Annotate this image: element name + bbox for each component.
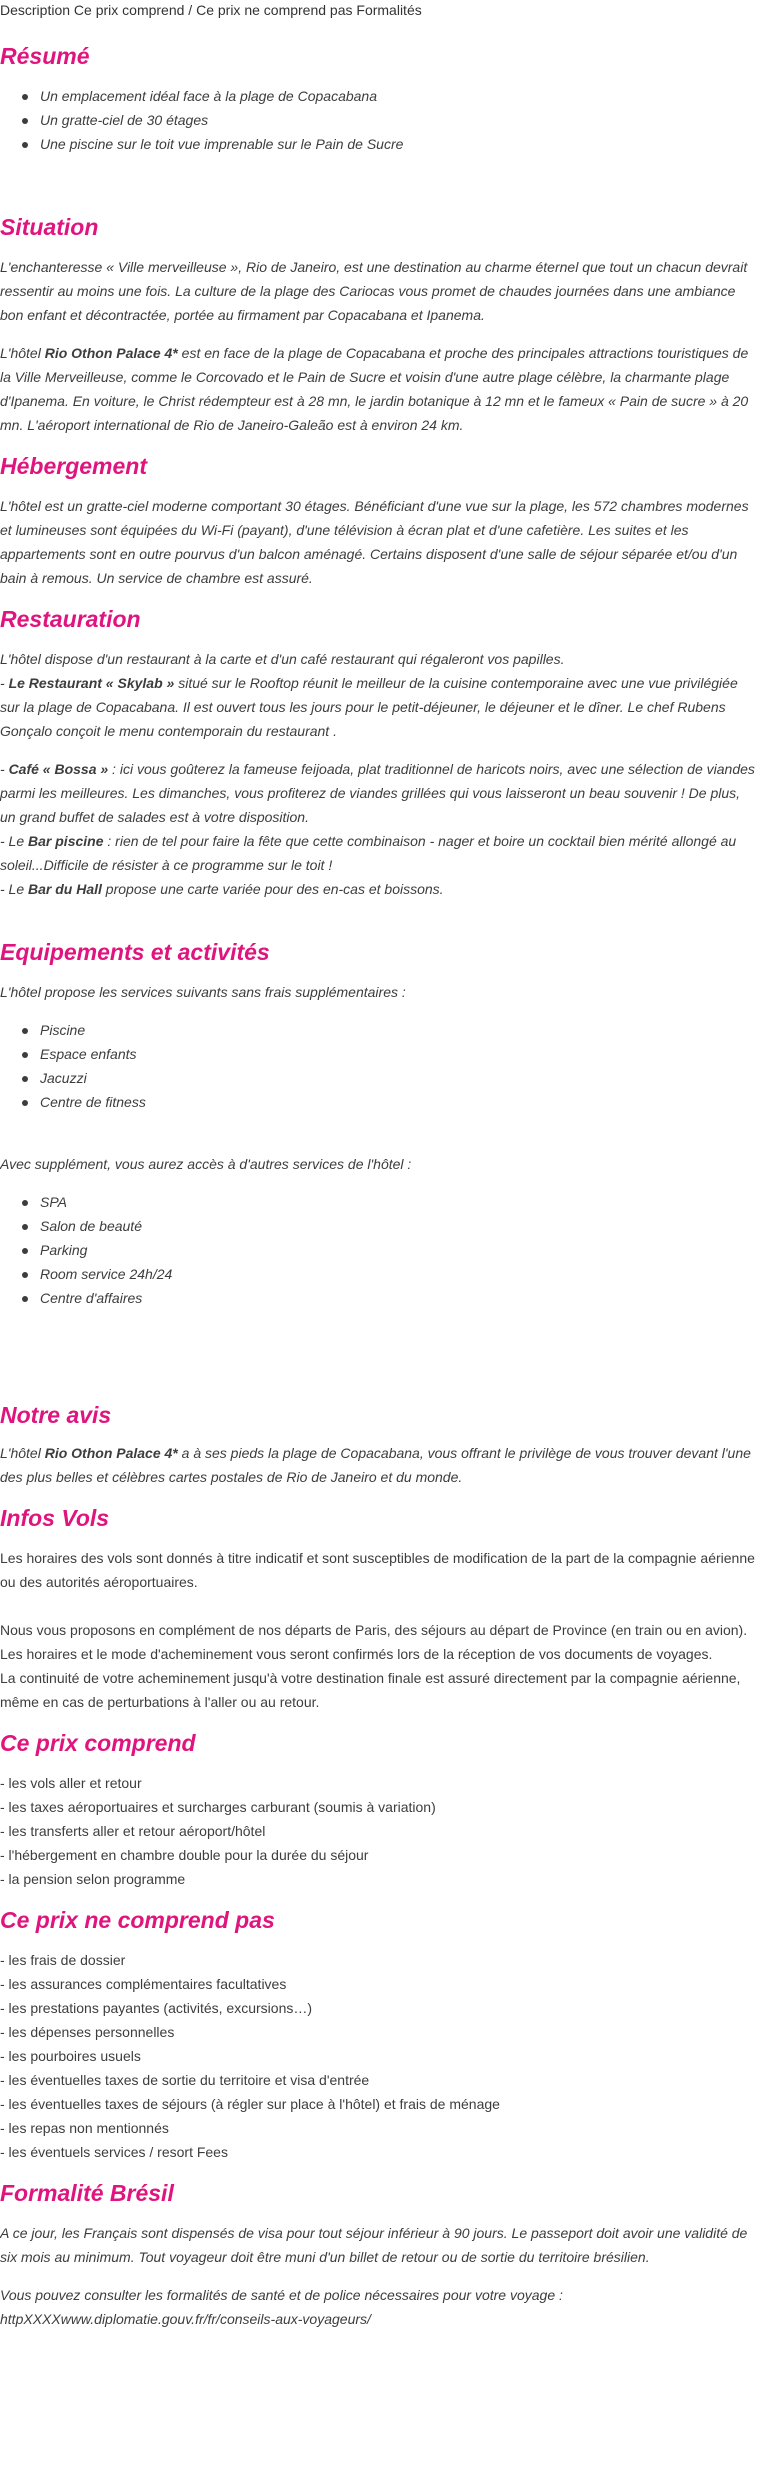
list-item: Un gratte-ciel de 30 étages xyxy=(40,108,758,132)
section-situation xyxy=(0,212,758,437)
restauration-intro: L'hôtel dispose d'un restaurant à la carte et d'un café restaurant qui régaleront vos papilles. xyxy=(0,651,565,667)
heading-ce-prix-ne-comprend-pas: Ce prix ne comprend pas xyxy=(0,1907,275,1933)
list-item: - les dépenses personnelles xyxy=(0,2024,175,2040)
list-item: - les vols aller et retour xyxy=(0,1775,142,1791)
tab-ce-prix-comprend[interactable]: Ce prix comprend / Ce prix ne comprend pas xyxy=(73,2,353,18)
heading-formalite-bresil: Formalité Brésil xyxy=(0,2180,174,2206)
paid-services-list xyxy=(0,1190,758,1310)
vols-paragraph-3: Les horaires et le mode d'acheminement vous seront confirmés lors de la réception de vos documents de voyages. xyxy=(0,1646,713,1662)
list-item: - l'hébergement en chambre double pour la durée du séjour xyxy=(0,1847,369,1863)
vols-paragraph-2: Nous vous proposons en complément de nos départs de Paris, des séjours au départ de Province (en train ou en avion). xyxy=(0,1622,748,1638)
list-item: - les transferts aller et retour aéroport/hôtel xyxy=(0,1823,266,1839)
list-item: Room service 24h/24 xyxy=(40,1262,758,1286)
vols-paragraph-1: Les horaires des vols sont donnés à titre indicatif et sont susceptibles de modification de la part de la compagnie aérienne ou des autorités aéroportuaires. xyxy=(0,1550,755,1590)
section-infos-vols xyxy=(0,1503,758,1714)
tab-formalites[interactable]: Formalités xyxy=(356,2,422,18)
list-item: - les éventuelles taxes de sortie du territoire et visa d'entrée xyxy=(0,2072,370,2088)
list-item: - la pension selon programme xyxy=(0,1871,186,1887)
list-item: Espace enfants xyxy=(40,1042,758,1066)
section-formalite-bresil xyxy=(0,2178,758,2331)
restaurant-skylab: - Le Restaurant « Skylab » situé sur le Rooftop réunit le meilleur de la cuisine contemporaine avec une vue privilégiée sur la plage de Copacabana. Il est ouvert tous les jours pour le petit-déjeuner, le déjeuner et le dîner. Le chef Rubens Gonçalo conçoit le menu contemporain du restaurant . xyxy=(0,675,738,739)
situation-paragraph: L'enchanteresse « Ville merveilleuse », Rio de Janeiro, est une destination au charme éternel que tout un chacun devrait ressentir au moins une fois. La culture de la plage des Cariocas vous promet de chaudes journées dans une ambiance bon enfant et décontractée, portée au firmament par Copacabana et Ipanema. xyxy=(0,259,748,323)
list-item: Centre de fitness xyxy=(40,1090,758,1114)
hotel-name: Rio Othon Palace 4* xyxy=(44,1445,178,1461)
list-item: - les éventuels services / resort Fees xyxy=(0,2144,228,2160)
list-item: Salon de beauté xyxy=(40,1214,758,1238)
heading-restauration: Restauration xyxy=(0,606,141,632)
bar-piscine: - Le Bar piscine : rien de tel pour faire la fête que cette combinaison - nager et boire un cocktail bien mérité allongé au soleil...Difficile de résister à ce programme sur le toit ! xyxy=(0,833,737,873)
tab-description[interactable]: Description xyxy=(0,2,71,18)
heading-infos-vols: Infos Vols xyxy=(0,1505,110,1531)
section-ce-prix-comprend xyxy=(0,1728,758,1891)
heading-ce-prix-comprend: Ce prix comprend xyxy=(0,1730,196,1756)
list-item: Un emplacement idéal face à la plage de Copacabana xyxy=(40,84,758,108)
list-item: SPA xyxy=(40,1190,758,1214)
comprend-list xyxy=(0,1771,758,1891)
cafe-bossa: - Café « Bossa » : ici vous goûterez la fameuse feijoada, plat traditionnel de haricots noirs, avec une sélection de viandes parmi les meilleures. Les dimanches, vous profiterez de viandes grillées qui vous laisseront un beau souvenir ! De plus, un grand buffet de salades est à votre disposition. xyxy=(0,761,755,825)
formalite-consult: Vous pouvez consulter les formalités de santé et de police nécessaires pour votre voyage : xyxy=(0,2287,563,2303)
resume-list xyxy=(0,84,758,156)
section-ce-prix-ne-comprend-pas xyxy=(0,1905,758,2164)
heading-notre-avis: Notre avis xyxy=(0,1402,112,1428)
free-services-list xyxy=(0,1018,758,1114)
equipements-free-intro: L'hôtel propose les services suivants sans frais supplémentaires : xyxy=(0,984,406,1000)
list-item: Parking xyxy=(40,1238,758,1262)
heading-situation: Situation xyxy=(0,214,99,240)
situation-hotel-paragraph: L'hôtel Rio Othon Palace 4* est en face de la plage de Copacabana et proche des principales attractions touristiques de la Ville Merveilleuse, comme le Corcovado et le Pain de Sucre et voisin d'une autre plage célèbre, la charmante plage d'Ipanema. En voiture, le Christ rédempteur est à 28 mn, le jardin botanique à 12 mn et le fameux « Pain de sucre » à 20 mn. L'aéroport international de Rio de Janeiro-Galeão est à environ 24 km. xyxy=(0,345,749,433)
section-hebergement xyxy=(0,451,758,590)
formalite-paragraph: A ce jour, les Français sont dispensés de visa pour tout séjour inférieur à 90 jours. Le passeport doit avoir une validité de six mois au minimum. Tout voyageur doit être muni d'un billet de retour ou de sortie du territoire brésilien. xyxy=(0,2225,748,2265)
section-resume xyxy=(0,41,758,156)
vols-paragraph-4: La continuité de votre acheminement jusqu'à votre destination finale est assuré directement par la compagnie aérienne, même en cas de perturbations à l'aller ou au retour. xyxy=(0,1670,741,1710)
hebergement-paragraph: L'hôtel est un gratte-ciel moderne comportant 30 étages. Bénéficiant d'une vue sur la plage, les 572 chambres modernes et lumineuses sont équipées du Wi-Fi (payant), d'une télévision à écran plat et d'une cafetière. Les suites et les appartements sont en outre pourvus d'un balcon aménagé. Certains disposent d'une salle de séjour séparée et/ou d'un bain à remous. Un service de chambre est assuré. xyxy=(0,498,749,586)
section-notre-avis xyxy=(0,1400,758,1489)
list-item: Jacuzzi xyxy=(40,1066,758,1090)
list-item: - les éventuelles taxes de séjours (à régler sur place à l'hôtel) et frais de ménage xyxy=(0,2096,500,2112)
tab-bar xyxy=(0,0,758,22)
heading-equipements: Equipements et activités xyxy=(0,939,270,965)
bar-du-hall: - Le Bar du Hall propose une carte variée pour des en-cas et boissons. xyxy=(0,881,444,897)
list-item: - les assurances complémentaires facultatives xyxy=(0,1976,287,1992)
list-item: - les frais de dossier xyxy=(0,1952,126,1968)
list-item: - les pourboires usuels xyxy=(0,2048,141,2064)
heading-resume: Résumé xyxy=(0,43,90,69)
list-item: Piscine xyxy=(40,1018,758,1042)
diplomatie-link[interactable]: httpXXXXwww.diplomatie.gouv.fr/fr/conseils-aux-voyageurs/ xyxy=(0,2311,371,2327)
list-item: Centre d'affaires xyxy=(40,1286,758,1310)
section-equipements xyxy=(0,937,758,1310)
hotel-name: Rio Othon Palace 4* xyxy=(44,345,178,361)
heading-hebergement: Hébergement xyxy=(0,453,147,479)
ne-comprend-list xyxy=(0,1948,758,2164)
section-restauration xyxy=(0,604,758,901)
avis-paragraph: L'hôtel Rio Othon Palace 4* a à ses pieds la plage de Copacabana, vous offrant le privilège de vous trouver devant l'une des plus belles et célèbres cartes postales de Rio de Janeiro et du monde. xyxy=(0,1445,751,1485)
equipements-paid-intro: Avec supplément, vous aurez accès à d'autres services de l'hôtel : xyxy=(0,1156,412,1172)
list-item: - les prestations payantes (activités, excursions…) xyxy=(0,2000,313,2016)
list-item: Une piscine sur le toit vue imprenable sur le Pain de Sucre xyxy=(40,132,758,156)
list-item: - les taxes aéroportuaires et surcharges carburant (soumis à variation) xyxy=(0,1799,436,1815)
list-item: - les repas non mentionnés xyxy=(0,2120,169,2136)
